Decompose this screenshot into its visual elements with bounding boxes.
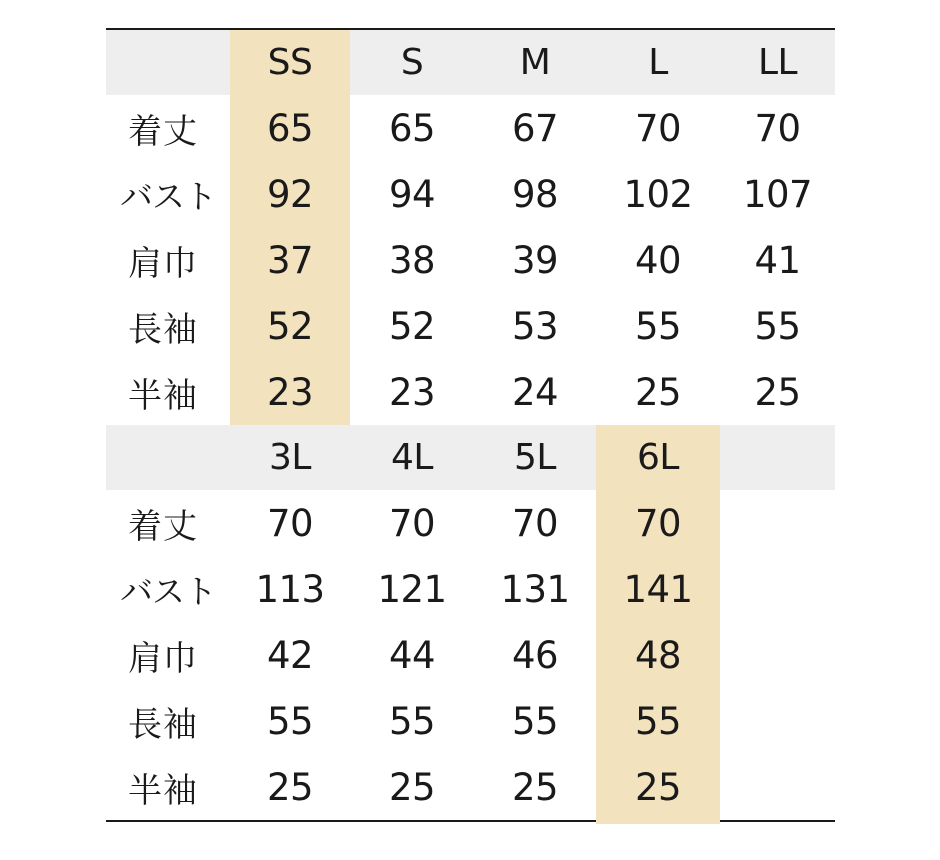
table-row [106,293,835,359]
table-cell: 24 [511,370,559,414]
row-label: 長袖 [128,704,198,745]
table-row [106,688,835,754]
table-cell: 55 [511,699,559,743]
table-cell: 55 [388,699,436,743]
table-cell: 25 [634,765,682,809]
table-row [106,359,835,425]
size-table-bottom [106,425,835,820]
table-cell: 38 [388,238,436,282]
table-cell: 41 [754,238,801,282]
row-label: バスト [120,176,216,216]
table-cell: 70 [754,106,801,150]
row-label: バスト [120,571,216,611]
size-table-top [106,30,835,425]
table-cell: 44 [388,633,436,677]
table-cell: 55 [634,699,682,743]
table-cell: 25 [511,765,559,809]
table-cell: 23 [266,370,314,414]
column-header: 4L [391,437,433,478]
table-cell: 70 [634,501,682,545]
table-cell: 121 [377,567,447,611]
table-cell: 107 [742,172,813,216]
table-cell: 55 [634,304,682,348]
row-label: 着丈 [128,111,198,152]
table-cell: 113 [255,567,325,611]
table-cell: 55 [266,699,314,743]
table-row [106,622,835,688]
column-header: M [519,42,551,83]
table-cell: 53 [511,304,559,348]
column-header: 5L [514,437,556,478]
table-cell [720,622,835,688]
table-cell: 46 [511,633,559,677]
table-cell: 37 [266,238,314,282]
table-cell: 48 [634,633,682,677]
column-header: L [648,42,668,83]
row-label: 着丈 [128,506,198,547]
table-cell: 25 [266,765,314,809]
table-cell: 23 [388,370,436,414]
table-cell: 94 [388,172,436,216]
table-cell: 42 [266,633,314,677]
table-cell [720,556,835,622]
column-header: SS [267,42,313,83]
table-cell: 70 [388,501,436,545]
column-header [720,425,835,490]
header-row-bottom [106,425,835,490]
table-cell: 25 [754,370,801,414]
table-cell: 55 [754,304,801,348]
row-label: 半袖 [128,375,198,416]
table-cell: 52 [266,304,314,348]
table-row [106,556,835,622]
table-cell: 25 [634,370,682,414]
column-header: S [400,42,424,83]
size-chart [106,28,835,822]
table-row [106,227,835,293]
table-row [106,754,835,820]
table-cell: 70 [266,501,314,545]
table-row [106,490,835,556]
row-label: 長袖 [128,309,198,350]
column-header: 6L [637,437,679,478]
row-label: 肩巾 [128,638,198,679]
table-row [106,95,835,161]
table-cell: 39 [511,238,559,282]
table-cell: 65 [388,106,436,150]
table-cell: 98 [511,172,559,216]
table-cell [720,754,835,820]
column-header: LL [757,42,798,83]
table-cell: 67 [511,106,559,150]
table-cell: 141 [623,567,693,611]
table-cell: 25 [388,765,436,809]
table-cell [720,490,835,556]
table-cell: 52 [388,304,436,348]
bottom-rule [106,820,835,822]
column-header: 3L [269,437,311,478]
table-cell: 65 [266,106,314,150]
header-row-top [106,30,835,95]
table-cell: 40 [634,238,682,282]
row-label: 半袖 [128,770,198,811]
table-cell: 131 [500,567,570,611]
row-label: 肩巾 [128,243,198,284]
table-cell: 70 [511,501,559,545]
table-cell: 102 [623,172,693,216]
table-cell: 70 [634,106,682,150]
table-cell: 92 [266,172,314,216]
table-row [106,161,835,227]
table-cell [720,688,835,754]
